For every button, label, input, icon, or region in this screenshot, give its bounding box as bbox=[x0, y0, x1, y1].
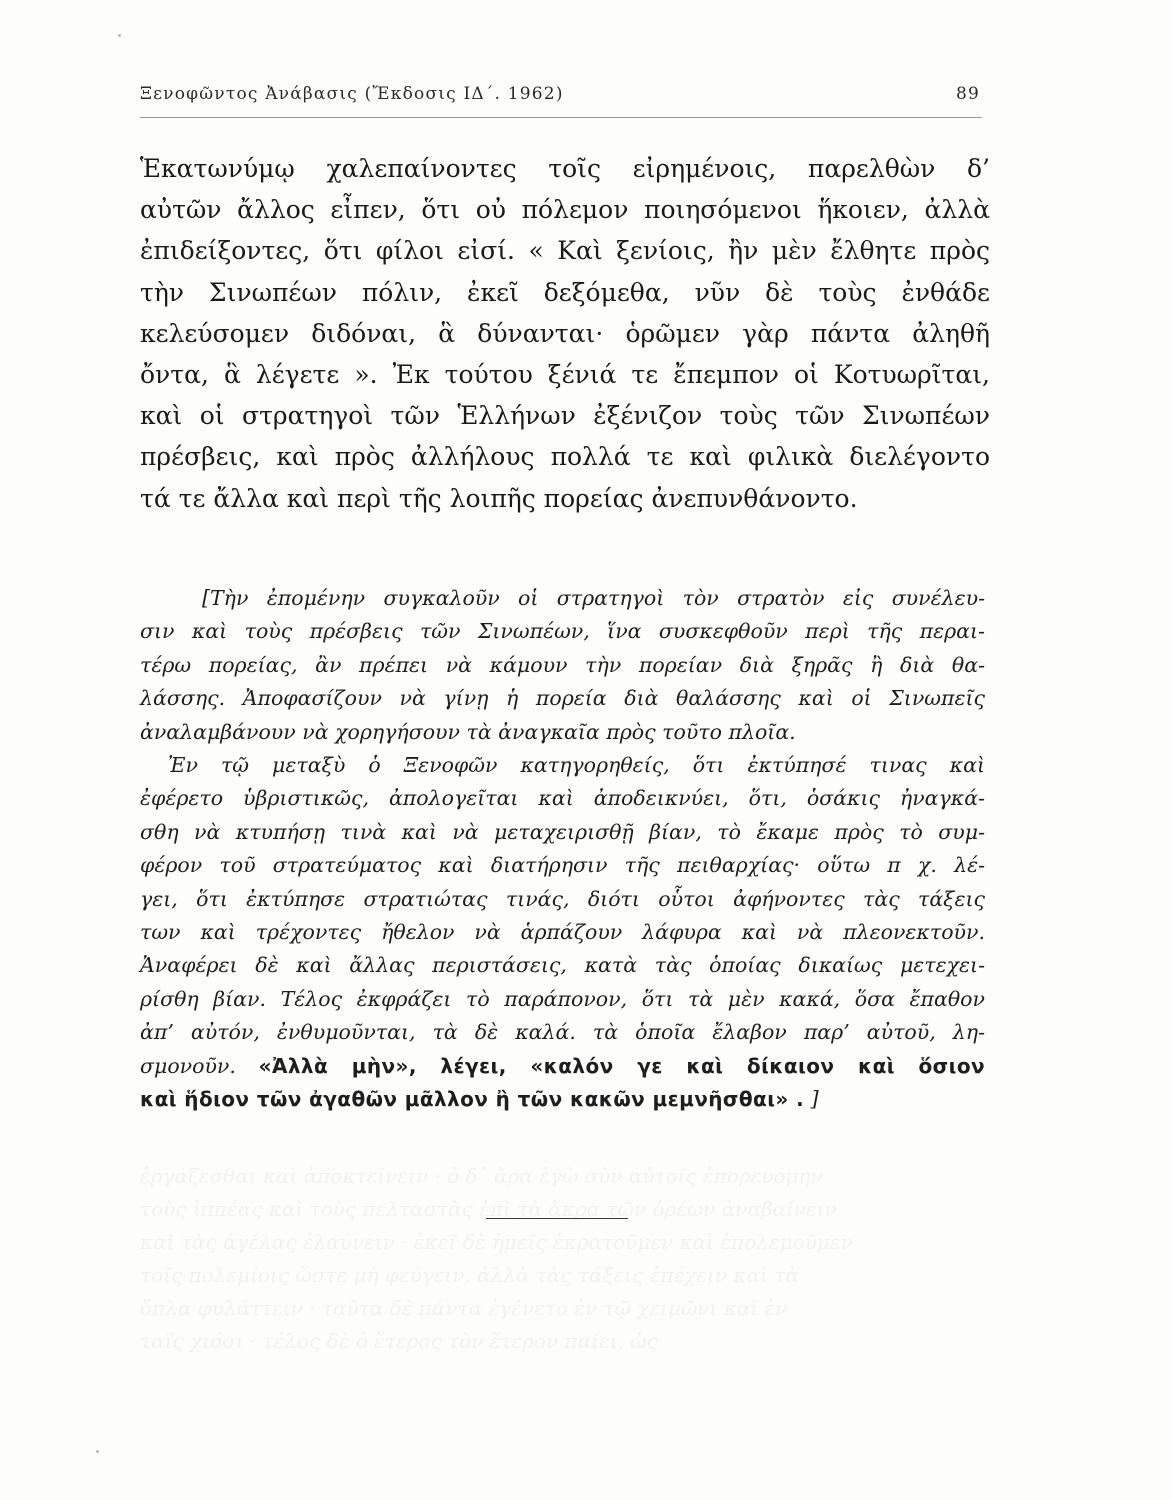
greek-line: ἐπιδείξοντες, ὅτι φίλοι εἰσί. « Καὶ ξενίοις, ἢν μὲν ἔλθητε πρὸς bbox=[140, 236, 990, 266]
commentary-line: ἀναλαμβάνουν νὰ χορηγήσουν τὰ ἀναγκαῖα πρὸς τοῦτο πλοῖα. bbox=[140, 719, 796, 744]
xenophon-quote: καὶ ἥδιον τῶν ἀγαθῶν μᾶλλον ἢ τῶν κακῶν μεμνῆσθαι» . bbox=[140, 1087, 805, 1112]
commentary-line: ἀπ’ αὐτόν, ἐνθυμοῦνται, τὰ δὲ καλά. τὰ ὁποῖα ἔλαβον παρ’ αὐτοῦ, λη- bbox=[140, 1020, 985, 1045]
commentary-line: Ἀναφέρει δὲ καὶ ἄλλας περιστάσεις, κατὰ τὰς ὁποίας δικαίως μετεχει- bbox=[140, 953, 985, 978]
greek-line: τὴν Σινωπέων πόλιν, ἐκεῖ δεξόμεθα, νῦν δὲ τοὺς ἐνθάδε bbox=[140, 277, 990, 307]
commentary-line: ἐφέρετο ὑβριστικῶς, ἀπολογεῖται καὶ ἀποδεικνύει, ὅτι, ὁσάκις ἠναγκά- bbox=[140, 786, 985, 811]
greek-line: καὶ οἱ στρατηγοὶ τῶν Ἑλλήνων ἐξένιζον τοὺς τῶν Σινωπέων bbox=[140, 401, 990, 431]
paper-speck bbox=[96, 1450, 99, 1453]
original-greek-text bbox=[140, 148, 990, 519]
commentary-line: [Τὴν ἐπομένην συγκαλοῦν οἱ στρατηγοὶ τὸν στρατὸν εἰς συνέλευ- bbox=[202, 586, 985, 610]
running-head bbox=[140, 84, 980, 114]
commentary-line: Ἐν τῷ μεταξὺ ὁ Ξενοφῶν κατηγορηθείς, ὅτι ἐκτύπησέ τινας καὶ bbox=[168, 753, 985, 778]
header-rule bbox=[140, 117, 982, 118]
show-through-texture bbox=[140, 1160, 985, 1440]
commentary-line: φέρον τοῦ στρατεύματος καὶ διατήρησιν τῆς πειθαρχίας· οὕτω π χ. λέ- bbox=[140, 853, 985, 878]
greek-line: κελεύσομεν διδόναι, ἃ δύνανται· ὁρῶμεν γὰρ πάντα ἀληθῆ bbox=[140, 318, 990, 348]
running-title: Ξενοφῶντος Ἀνάβασις (Ἔκδοσις ΙΔ΄. 1962) bbox=[140, 84, 564, 104]
greek-line: τά τε ἄλλα καὶ περὶ τῆς λοιπῆς πορείας ἀνεπυνθάνοντο. bbox=[140, 483, 858, 513]
commentary-line: ρίσθη βίαν. Τέλος ἐκφράζει τὸ παράπονον, ὅτι τὰ μὲν κακά, ὅσα ἔπαθον bbox=[140, 986, 985, 1011]
xenophon-quote: «Ἀλλὰ μὴν», λέγει, «καλόν γε καὶ δίκαιον καὶ ὅσιον bbox=[258, 1053, 985, 1078]
commentary-line: σιν καὶ τοὺς πρέσβεις τῶν Σινωπέων, ἵνα συσκεφθοῦν περὶ τῆς περαι- bbox=[140, 619, 985, 644]
commentary-line: σθη νὰ κτυπήσῃ τινὰ καὶ νὰ μεταχειρισθῇ βίαν, τὸ ἔκαμε πρὸς τὸ συμ- bbox=[140, 819, 985, 844]
commentary-line: λάσσης. Ἀποφασίζουν νὰ γίνῃ ἡ πορεία διὰ θαλάσσης καὶ οἱ Σινωπεῖς bbox=[140, 686, 985, 711]
commentary-line: γει, ὅτι ἐκτύπησε στρατιώτας τινάς, διότι οὗτοι ἀφήνοντες τὰς τάξεις bbox=[140, 886, 985, 911]
commentary-quote-line bbox=[140, 1050, 985, 1083]
commentary-line: σμονοῦν. bbox=[140, 1053, 236, 1078]
page-number: 89 bbox=[955, 84, 980, 104]
paper-speck bbox=[118, 34, 121, 37]
greek-line: πρέσβεις, καὶ πρὸς ἀλλήλους πολλά τε καὶ φιλικὰ διελέγοντο bbox=[140, 442, 990, 472]
commentary-summary bbox=[140, 582, 985, 1117]
greek-line: ὄντα, ἃ λέγετε ». Ἐκ τούτου ξένιά τε ἔπεμπον οἱ Κοτυωρῖται, bbox=[140, 360, 990, 390]
commentary-line: τέρω πορείας, ἂν πρέπει νὰ κάμουν τὴν πορείαν διὰ ξηρᾶς ἢ διὰ θα- bbox=[140, 652, 985, 677]
closing-bracket: ] bbox=[810, 1087, 819, 1112]
greek-line: αὐτῶν ἄλλος εἶπεν, ὅτι οὐ πόλεμον ποιησόμενοι ἥκοιεν, ἀλλὰ bbox=[140, 195, 990, 225]
greek-line: Ἑκατωνύμῳ χαλεπαίνοντες τοῖς εἰρημένοις, παρελθὼν δ’ bbox=[140, 154, 990, 183]
commentary-line: των καὶ τρέχοντες ἤθελον νὰ ἁρπάζουν λάφυρα καὶ νὰ πλεονεκτοῦν. bbox=[140, 920, 985, 945]
commentary-quote-line bbox=[140, 1083, 985, 1116]
